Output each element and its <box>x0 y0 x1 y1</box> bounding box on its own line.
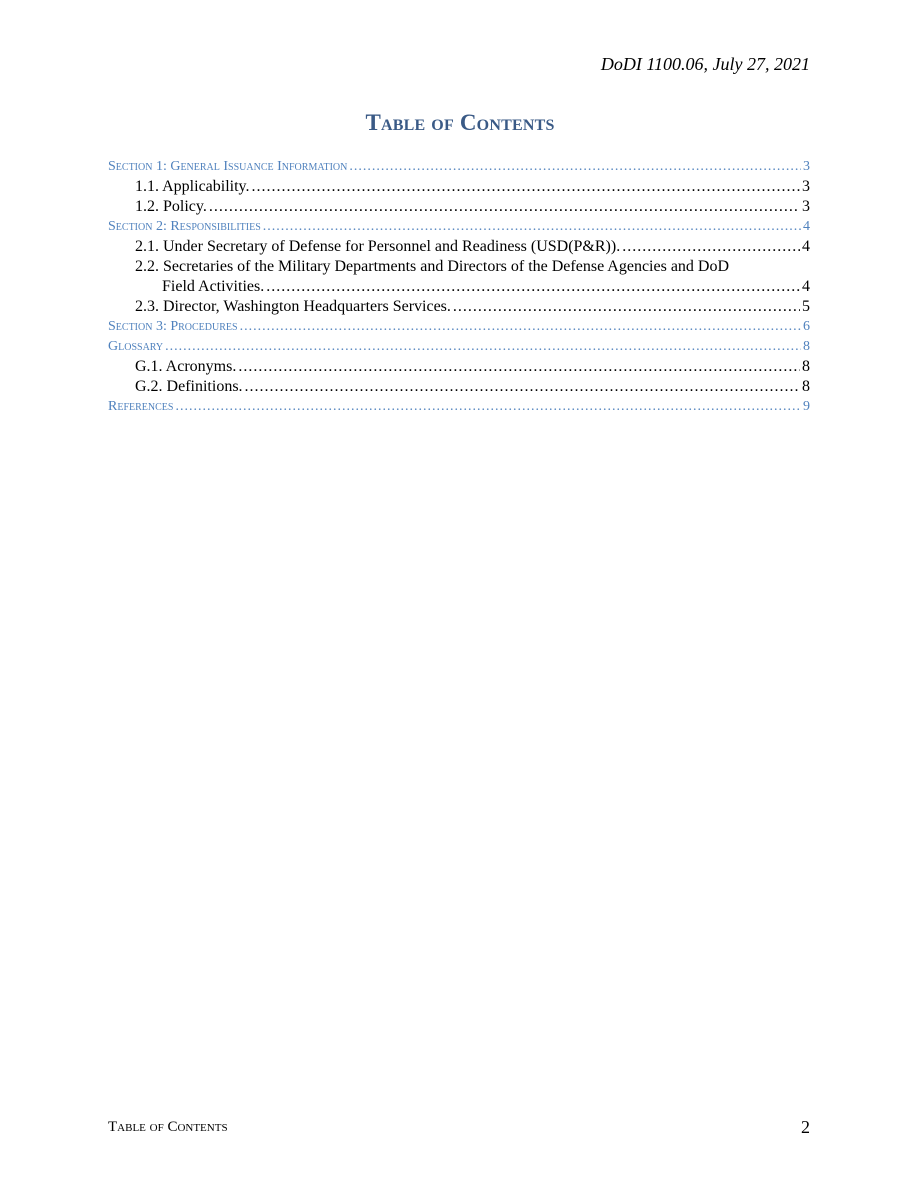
toc-entry-label: References <box>108 399 174 414</box>
toc-entry-page: 8 <box>802 378 810 395</box>
table-of-contents <box>108 157 810 417</box>
toc-entry-label: 1.1. Applicability. <box>135 178 250 195</box>
toc-entry-2-2[interactable] <box>108 257 810 277</box>
toc-entry-glossary[interactable] <box>108 337 810 357</box>
toc-entry-label: G.2. Definitions. <box>135 378 243 395</box>
toc-entry-g-2[interactable] <box>108 377 810 397</box>
dot-leader <box>622 237 800 257</box>
toc-entry-page: 4 <box>802 278 810 295</box>
footer-page-number: 2 <box>801 1117 810 1137</box>
toc-entry-g-1[interactable] <box>108 357 810 377</box>
toc-entry-page: 5 <box>802 298 810 315</box>
dot-leader <box>175 397 801 417</box>
toc-entry-label: 2.1. Under Secretary of Defense for Personnel and Readiness (USD(P&R)). <box>135 238 621 255</box>
toc-entry-2-1[interactable] <box>108 237 810 257</box>
toc-entry-page: 8 <box>802 358 810 375</box>
dot-leader <box>349 157 801 177</box>
toc-entry-page: 3 <box>802 178 810 195</box>
toc-entry-page: 6 <box>803 319 810 334</box>
footer-section-name: Table of Contents <box>108 1119 228 1135</box>
dot-leader <box>209 197 800 217</box>
toc-entry-label: 2.2. Secretaries of the Military Departments and Directors of the Defense Agencies and DoD <box>135 258 730 275</box>
document-reference: DoDI 1100.06, July 27, 2021 <box>600 54 810 74</box>
toc-entry-2-3[interactable] <box>108 297 810 317</box>
toc-entry-label: Glossary <box>108 339 164 354</box>
toc-entry-label: G.1. Acronyms. <box>135 358 237 375</box>
dot-leader <box>165 337 801 357</box>
toc-entry-label: Section 3: Procedures <box>108 319 238 334</box>
toc-entry-label: Section 2: Responsibilities <box>108 219 261 234</box>
dot-leader <box>240 317 801 337</box>
dot-leader <box>238 357 800 377</box>
toc-entry-1-2[interactable] <box>108 197 810 217</box>
dot-leader <box>266 277 800 297</box>
toc-entry-2-2-continued[interactable] <box>108 277 810 297</box>
toc-entry-page: 4 <box>802 238 810 255</box>
toc-entry-label: 2.3. Director, Washington Headquarters Services. <box>135 298 451 315</box>
toc-entry-page: 4 <box>803 219 810 234</box>
toc-entry-page: 3 <box>802 198 810 215</box>
toc-entry-page: 8 <box>803 339 810 354</box>
toc-entry-section-3[interactable] <box>108 317 810 337</box>
dot-leader <box>263 217 801 237</box>
toc-entry-section-2[interactable] <box>108 217 810 237</box>
dot-leader <box>252 177 800 197</box>
toc-entry-section-1[interactable] <box>108 157 810 177</box>
dot-leader <box>245 377 800 397</box>
toc-entry-references[interactable] <box>108 397 810 417</box>
toc-entry-1-1[interactable] <box>108 177 810 197</box>
page-title: Table of Contents <box>365 110 555 135</box>
toc-entry-page: 9 <box>803 399 810 414</box>
toc-entry-page: 3 <box>803 159 810 174</box>
toc-entry-label: Section 1: General Issuance Information <box>108 159 348 174</box>
toc-entry-label: 1.2. Policy. <box>135 198 207 215</box>
toc-entry-label: Field Activities. <box>162 278 265 295</box>
dot-leader <box>453 297 800 317</box>
